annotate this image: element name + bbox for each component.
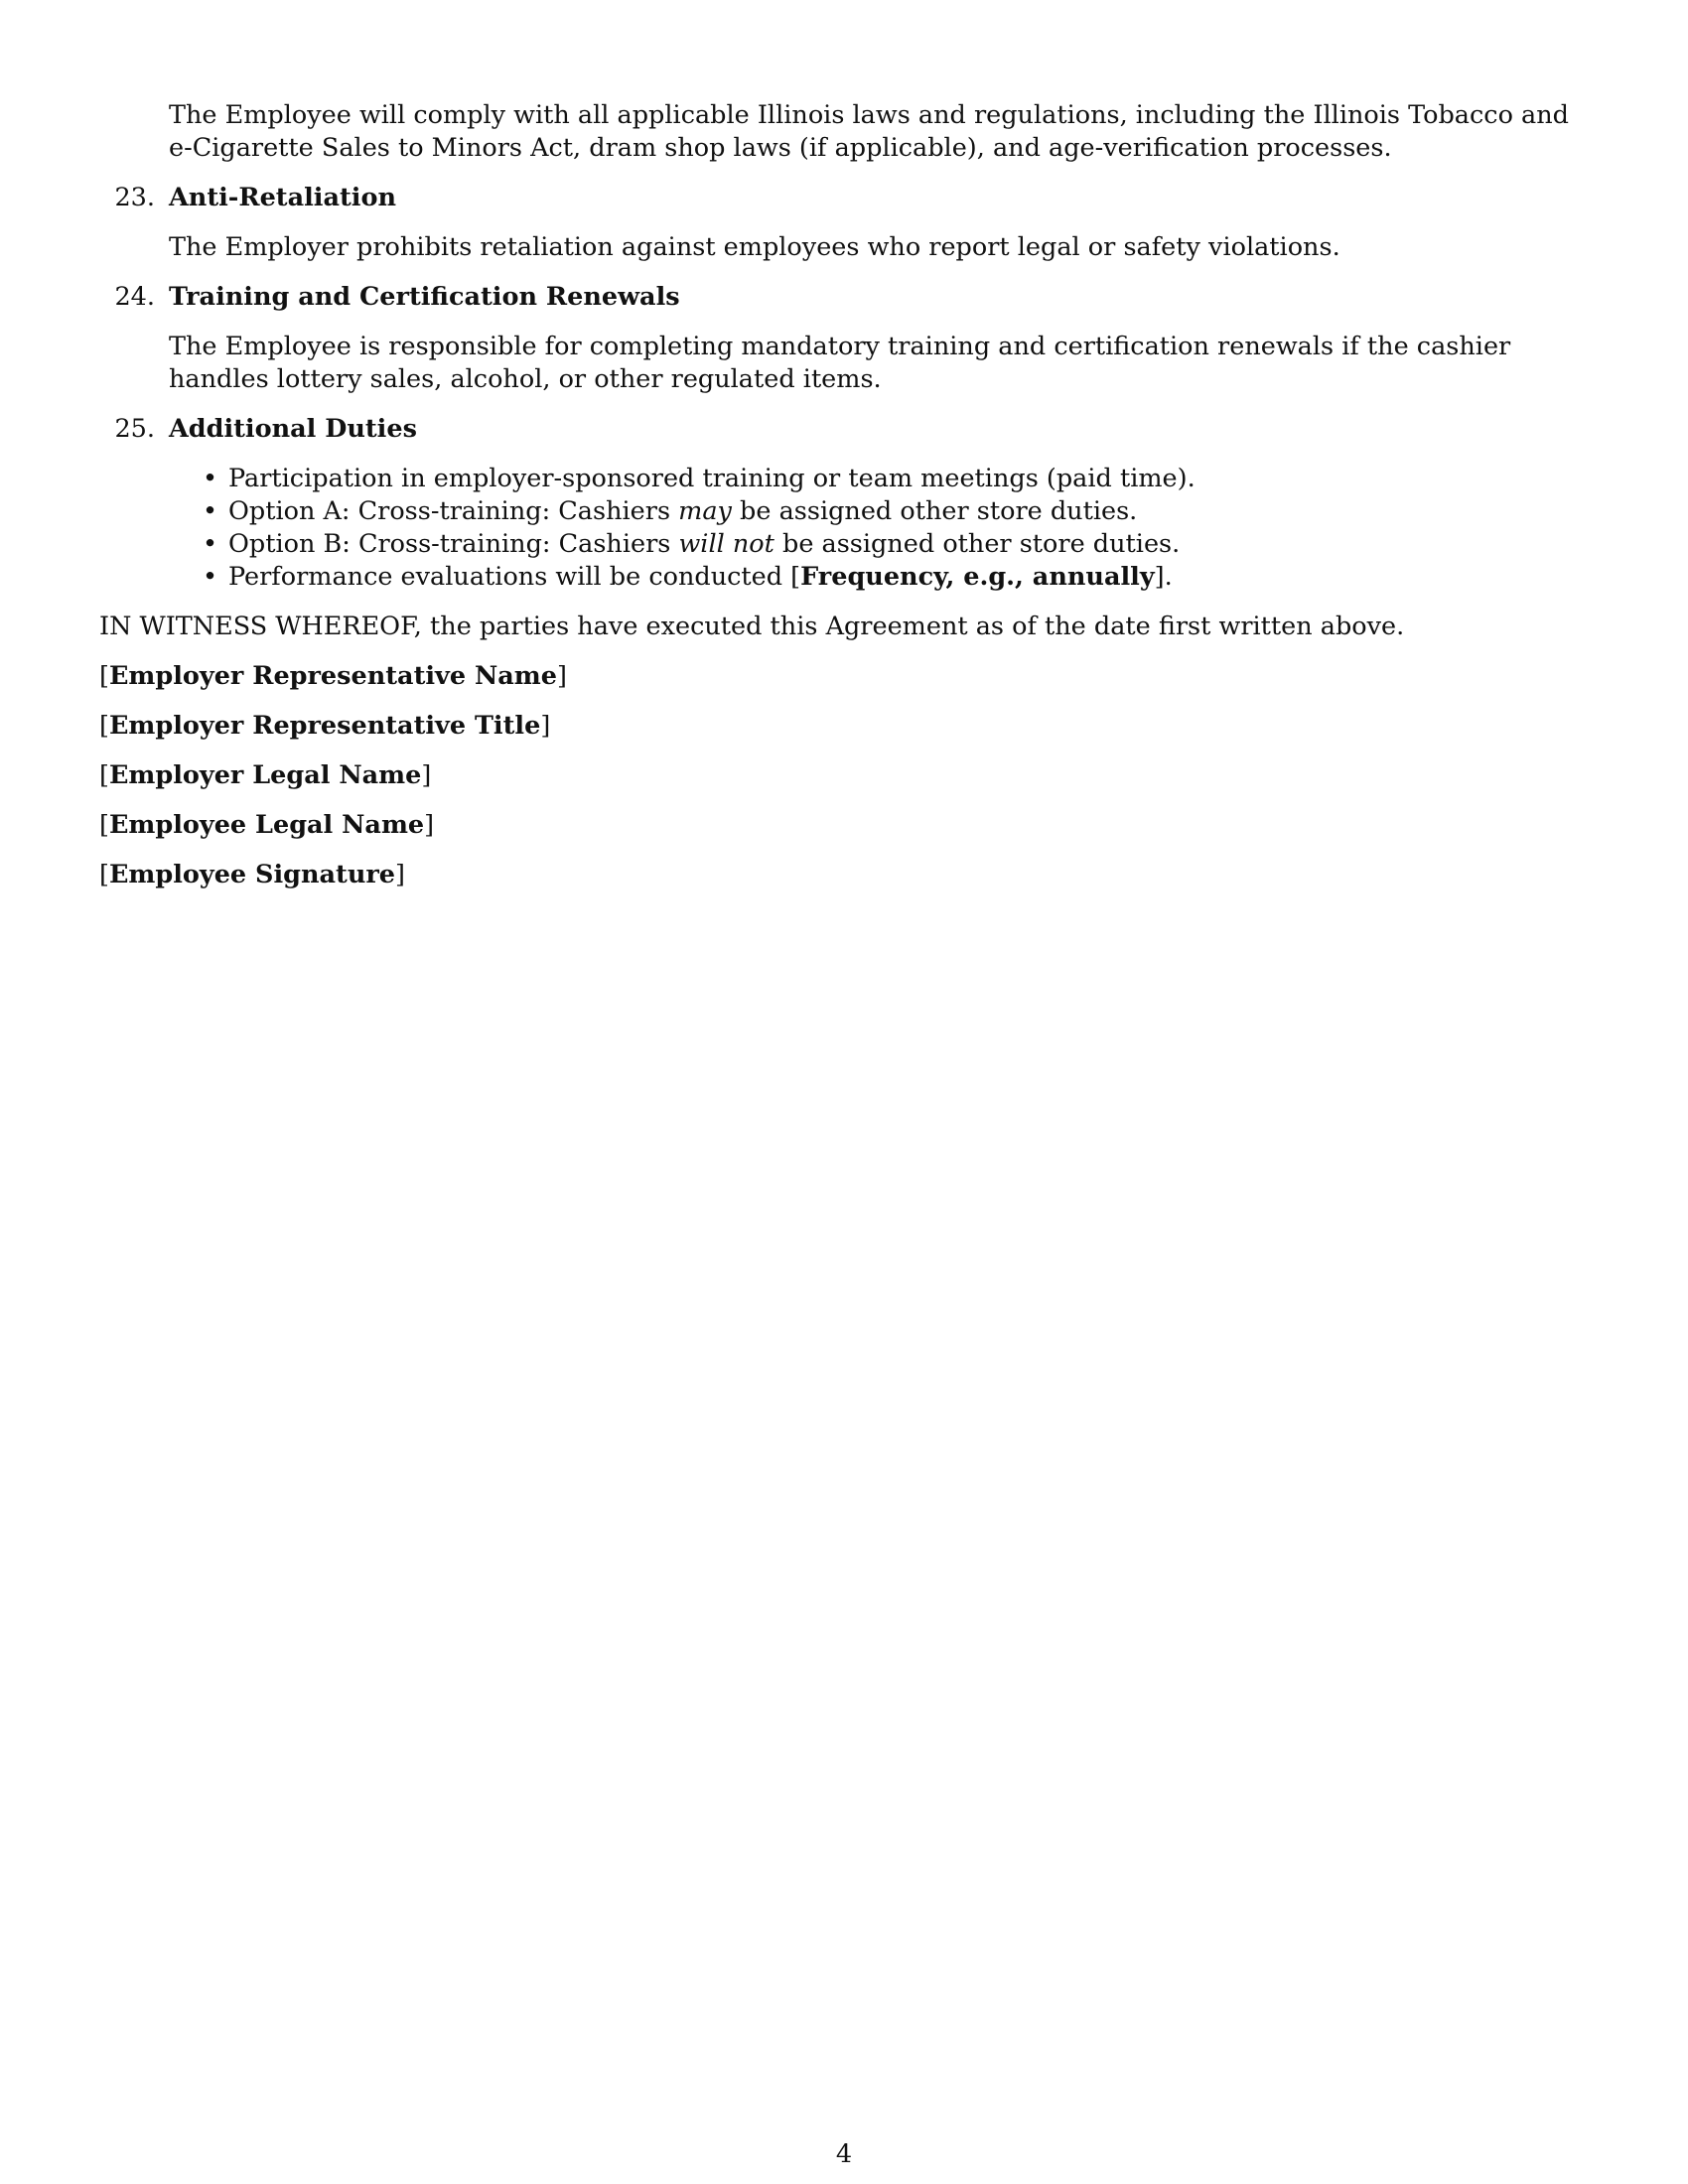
signature-line-employer-legal-name [99, 759, 1589, 792]
section-23 [114, 182, 1589, 264]
signature-placeholder: Employee Signature [108, 860, 396, 889]
list-item-text: Participation in employer-sponsored training or team meetings (paid time). [228, 464, 1196, 493]
bracket-close: ] [424, 810, 435, 840]
list-item-text: Performance evaluations will be conducted [ [228, 562, 801, 592]
list-item-text: Option A: Cross-training: Cashiers [228, 496, 679, 526]
bracket-open: [ [99, 810, 109, 840]
bracket-open: [ [99, 860, 109, 889]
section-number: 23. [114, 183, 155, 212]
intro-text: The Employee will comply with all applicable Illinois laws and regulations, including the Illinois Tobacco and e-Cigarette Sales to Minors Act, dram shop laws (if applicable), and age-verification processes. [169, 100, 1569, 163]
section-number: 24. [114, 282, 155, 312]
section-number: 25. [114, 414, 155, 444]
witness-clause: IN WITNESS WHEREOF, the parties have executed this Agreement as of the date first written above. [99, 612, 1405, 641]
bracket-close: ] [557, 661, 567, 691]
signature-placeholder: Employer Representative Title [108, 711, 541, 741]
bullet-icon: • [203, 562, 218, 592]
signature-line-employee-legal-name [99, 809, 1589, 842]
intro-paragraph [169, 99, 1589, 165]
placeholder-field: Frequency, e.g., annually [800, 562, 1155, 592]
list-item [203, 561, 1589, 594]
bullet-icon: • [203, 529, 218, 559]
bracket-close: ] [540, 711, 551, 741]
bracket-open: [ [99, 711, 109, 741]
list-item-text: ]. [1154, 562, 1173, 592]
list-item-text: be assigned other store duties. [731, 496, 1138, 526]
bullet-list [169, 463, 1589, 594]
bracket-open: [ [99, 760, 109, 790]
signature-placeholder: Employer Representative Name [108, 661, 557, 691]
list-item [203, 528, 1589, 561]
bullet-icon: • [203, 496, 218, 526]
section-title: Additional Duties [169, 414, 417, 444]
signature-line-employee-signature [99, 859, 1589, 891]
bullet-icon: • [203, 464, 218, 493]
signature-placeholder: Employer Legal Name [108, 760, 422, 790]
section-24 [114, 281, 1589, 396]
bracket-close: ] [421, 760, 432, 790]
bracket-close: ] [395, 860, 405, 889]
list-item [203, 463, 1589, 495]
section-title: Training and Certification Renewals [169, 282, 680, 312]
emphasis-text: will not [678, 529, 774, 559]
list-item-text: be assigned other store duties. [774, 529, 1181, 559]
signature-placeholder: Employee Legal Name [108, 810, 425, 840]
section-25 [114, 413, 1589, 594]
signature-line-employer-rep-title [99, 710, 1589, 743]
emphasis-text: may [678, 496, 732, 526]
section-body: The Employee is responsible for completing mandatory training and certification renewals if the cashier handles lottery sales, alcohol, or other regulated items. [169, 332, 1511, 394]
list-item-text: Option B: Cross-training: Cashiers [228, 529, 679, 559]
page-number: 4 [835, 2139, 853, 2169]
section-heading [114, 182, 1589, 214]
section-heading [114, 281, 1589, 314]
section-body: The Employer prohibits retaliation against employees who report legal or safety violations. [169, 232, 1340, 262]
bracket-open: [ [99, 661, 109, 691]
signature-line-employer-rep-name [99, 660, 1589, 693]
section-heading [114, 413, 1589, 446]
section-title: Anti-Retaliation [169, 183, 397, 212]
page-content [99, 99, 1589, 908]
list-item [203, 495, 1589, 528]
